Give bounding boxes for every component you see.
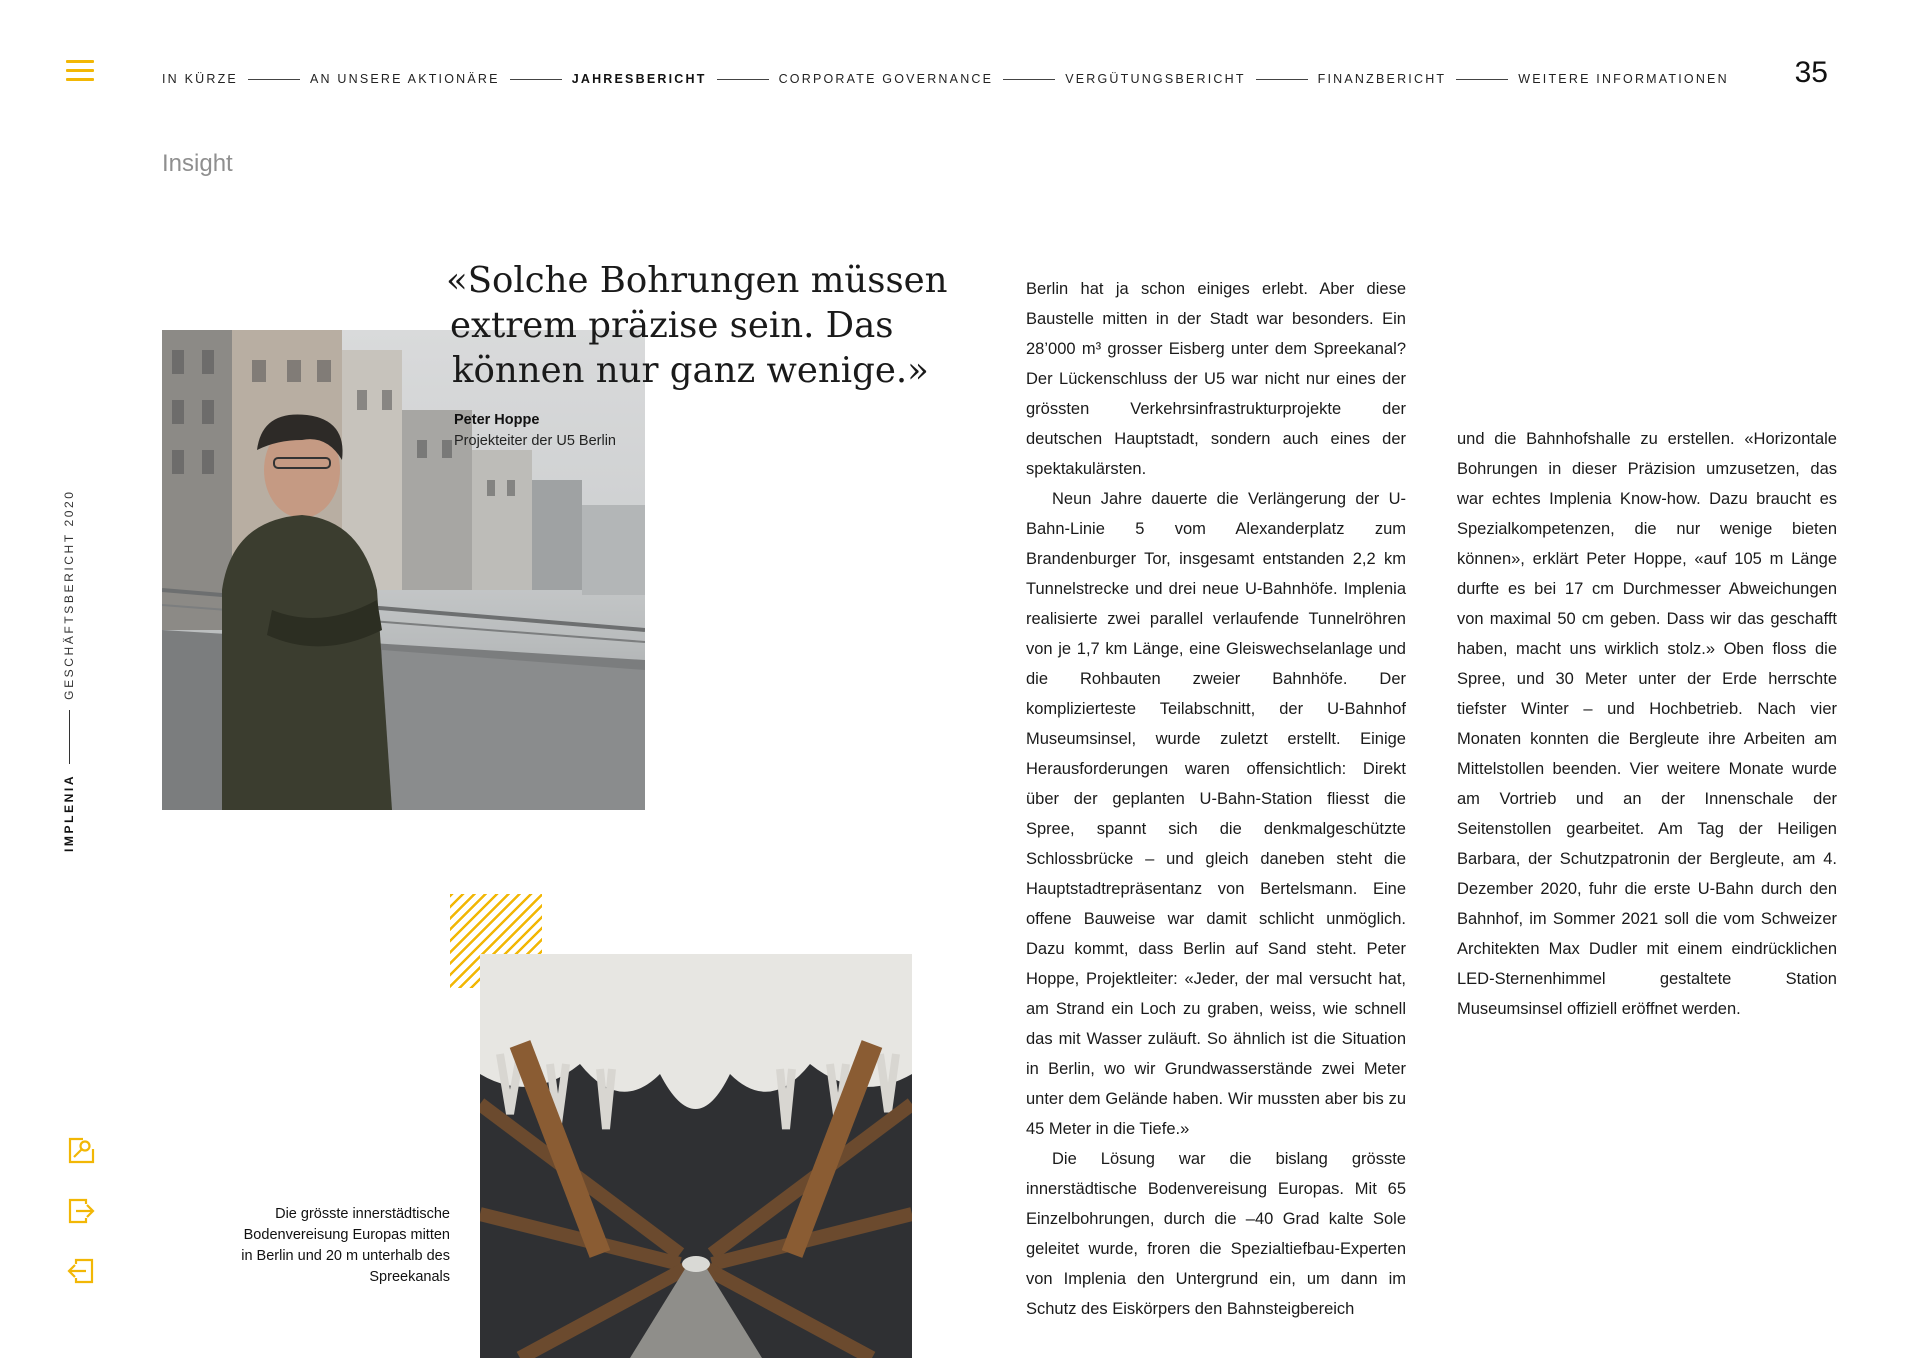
nav-item-in-kuerze[interactable]: IN KÜRZE — [162, 72, 238, 86]
quote-author: Peter Hoppe — [454, 412, 540, 428]
pull-quote — [446, 258, 966, 393]
paragraph: Berlin hat ja schon einiges erlebt. Aber diese Baustelle mitten in der Stadt war besonders. Ein 28’000 m³ grosser Eisberg unter dem Spreekanal? Der Lückenschluss der U5 war nicht nur eines der grössten Verkehrsinfrastrukturprojekte der deutschen Hauptstadt, sondern auch eines der spektakulärsten. — [1026, 280, 1406, 478]
portrait-photo — [162, 330, 645, 810]
search-document-icon[interactable] — [66, 1136, 96, 1166]
article-column-1 — [1026, 274, 1406, 1324]
nav-divider — [1456, 79, 1508, 80]
nav-item-jahresbericht[interactable]: JAHRESBERICHT — [571, 72, 707, 86]
report-title: GESCHÄFTSBERICHT 2020 — [62, 489, 76, 700]
quote-line: extrem präzise sein. Das — [450, 305, 894, 346]
section-label: Insight — [162, 150, 233, 177]
top-navigation — [162, 72, 1729, 86]
nav-item-finanzbericht[interactable]: FINANZBERICHT — [1317, 72, 1447, 86]
nav-item-an-unsere-aktionaere[interactable]: AN UNSERE AKTIONÄRE — [309, 72, 500, 86]
photo-caption: Die grösste innerstädtische Bodenvereisung Europas mitten in Berlin und 20 m unterhalb des Spreekanals — [241, 1206, 450, 1285]
sidebar-report-label — [62, 489, 76, 852]
quote-author-role: Projekteiter der U5 Berlin — [454, 433, 616, 449]
nav-item-corporate-governance[interactable]: CORPORATE GOVERNANCE — [778, 72, 994, 86]
tunnel-photo — [480, 954, 912, 1358]
nav-divider — [1256, 79, 1308, 80]
nav-divider — [248, 79, 300, 80]
nav-item-verguetungsbericht[interactable]: VERGÜTUNGSBERICHT — [1065, 72, 1246, 86]
quote-line: können nur ganz wenige.» — [452, 350, 929, 391]
quote-line: «Solche Bohrungen müssen — [446, 260, 948, 301]
article-column-2 — [1457, 424, 1837, 1024]
hamburger-menu-icon[interactable] — [66, 60, 94, 82]
export-icon[interactable] — [66, 1196, 96, 1226]
paragraph: Die Lösung war die bislang grösste innerstädtische Bodenvereisung Europas. Mit 65 Einzelbohrungen, durch die –40 Grad kalte Sole geleitet wurde, froren die Spezialtiefbau-Experten von Implenia den Untergrund ein, um dann im Schutz des Eiskörpers den Bahnsteigbereich — [1026, 1150, 1406, 1318]
nav-divider — [510, 79, 562, 80]
brand-label: IMPLENIA — [62, 773, 76, 852]
paragraph: Neun Jahre dauerte die Verlängerung der U-Bahn-Linie 5 vom Alexanderplatz zum Brandenburger Tor, insgesamt entstanden 2,2 km Tunnelstrecke und drei neue U-Bahnhöfe. Implenia realisierte zwei parallel verlaufende Tunnelröhren von je 1,7 km Länge, eine Gleiswechselanlage und die Rohbauten zweier Bahnhöfe. Der komplizierteste Teilabschnitt, der U-Bahnhof Museumsinsel, wurde zuletzt erstellt. Einige Herausforderungen waren offensichtlich: Direkt über der geplanten U-Bahn-Station fliesst die Spree, spannt sich die denkmalgeschützte Schlossbrücke – und gleich daneben steht die Hauptstadtrepräsentanz von Bertelsmann. Eine offene Bauweise war damit schlicht unmöglich. Dazu kommt, dass Berlin auf Sand steht. Peter Hoppe, Projektleiter: «Jeder, der mal versucht hat, am Strand ein Loch zu graben, weiss, wie schnell das mit Wasser zuläuft. So ähnlich ist die Situation in Berlin, wo wir Grundwasserstände zwei Meter unter dem Gelände haben. Wir mussten aber bis zu 45 Meter in die Tiefe.» — [1026, 490, 1406, 1138]
back-icon[interactable] — [66, 1256, 96, 1286]
nav-divider — [1003, 79, 1055, 80]
nav-divider — [717, 79, 769, 80]
page-number: 35 — [1794, 56, 1828, 89]
nav-item-weitere-informationen[interactable]: WEITERE INFORMATIONEN — [1518, 72, 1729, 86]
sidebar-divider — [69, 710, 70, 764]
paragraph: und die Bahnhofshalle zu erstellen. «Horizontale Bohrungen in dieser Präzision umzusetzen, das war echtes Implenia Know-how. Dazu braucht es Spezialkompetenzen, die nur wenige bieten können», erklärt Peter Hoppe, «auf 105 m Länge durfte es bei 17 cm Durchmesser Abweichungen von maximal 50 cm geben. Dass wir das geschafft haben, macht uns wirklich stolz.» Oben floss die Spree, und 30 Meter unter der Erde herrschte tiefster Winter – und Hochbetrieb. Nach vier Monaten konnten die Bergleute ihre Arbeiten am Mittelstollen beenden. Vier weitere Monate wurde am Vortrieb und an der Innenschale der Seitenstollen gearbeitet. Am Tag der Heiligen Barbara, der Schutzpatronin der Bergleute, am 4. Dezember 2020, fuhr die erste U-Bahn durch den Bahnhof, im Sommer 2021 soll die vom Schweizer Architekten Max Dudler mit einem eindrücklichen LED-Sternenhimmel gestaltete Station Museumsinsel offiziell eröffnet werden. — [1457, 430, 1837, 1018]
